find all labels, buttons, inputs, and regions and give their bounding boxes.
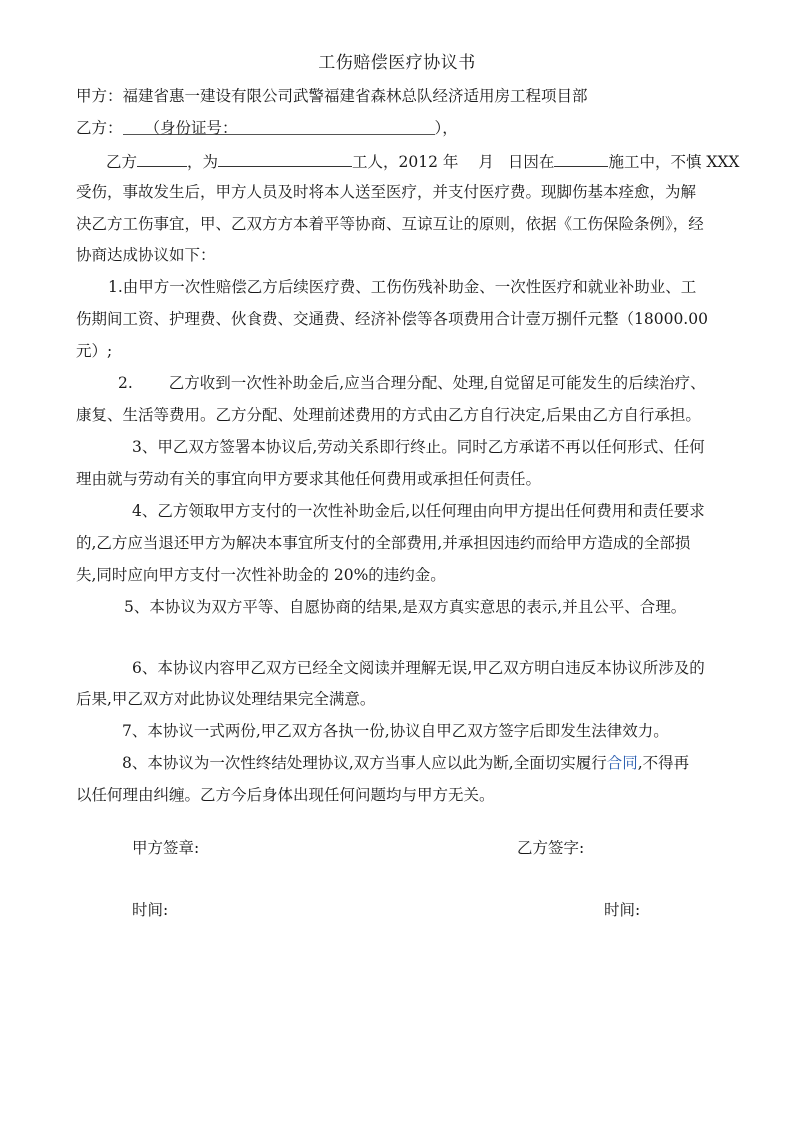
clause-5-line-1: 5、本协议为双方平等、自愿协商的结果,是双方真实意思的表示,并且公平、合理。 — [124, 598, 687, 616]
clause-2-line-2: 康复、生活等费用。乙方分配、处理前述费用的方式由乙方自行决定,后果由乙方自行承担。 — [76, 406, 701, 424]
party-b-id-field[interactable] — [123, 118, 435, 135]
intro-text: 日因在 — [507, 153, 555, 171]
clause-4-line-1: 4、乙方领取甲方支付的一次性补助金后,以任何理由向甲方提出任何费用和责任要求 — [132, 502, 705, 520]
clause-8-line-2: 以任何理由纠缠。乙方今后身体出现任何问题均与甲方无关。 — [76, 786, 495, 804]
clause-7-line-1: 7、本协议一式两份,甲乙双方各执一份,协议自甲乙双方签字后即发生法律效力。 — [122, 722, 669, 740]
clause-1-line-2: 伤期间工资、护理费、伙食费、交通费、经济补偿等各项费用合计壹万捌仟元整（18000.00 — [76, 310, 708, 328]
party-a-line — [76, 86, 726, 106]
clause-8-line-1 — [122, 753, 772, 773]
clause-1-line-3: 元）; — [76, 342, 113, 360]
party-a-value: 福建省惠一建设有限公司武警福建省森林总队经济适用房工程项目部 — [122, 87, 588, 105]
clause-8-text: ,不得再 — [637, 754, 690, 772]
job-type-blank[interactable] — [218, 150, 352, 167]
intro-text: 施工中，不慎 XXX — [608, 153, 740, 171]
clause-3-line-2: 理由就与劳动有关的事宜向甲方要求其他任何费用或承担任何责任。 — [76, 470, 542, 488]
intro-line-1 — [106, 150, 756, 172]
intro-line-3: 决乙方工伤事宜，甲、乙双方方本着平等协商、互谅互让的原则，依据《工伤保险条例》，经 — [76, 215, 704, 233]
clause-8-text: 8、本协议为一次性终结处理协议,双方当事人应以此为断,全面切实履行 — [122, 754, 607, 772]
clause-1-line-1: 1.由甲方一次性赔偿乙方后续医疗费、工伤伤残补助金、一次性医疗和就业补助业、工 — [108, 278, 697, 296]
contract-link[interactable]: 合同 — [606, 754, 638, 772]
clause-2-text: 乙方收到一次性补助金后,应当合理分配、处理,自觉留足可能发生的后续治疗、 — [168, 374, 706, 392]
party-a-signature-label: 甲方签章: — [132, 839, 200, 857]
party-b-name-blank[interactable] — [137, 150, 187, 167]
party-a-label: 甲方： — [76, 87, 123, 105]
intro-text: 月 — [478, 153, 494, 171]
clause-4-line-2: 的,乙方应当退还甲方为解决本事宜所支付的全部费用,并承担因违约而给甲方造成的全部损 — [76, 534, 691, 552]
intro-line-4: 协商达成协议如下： — [76, 246, 216, 264]
intro-line-2: 受伤，事故发生后，甲方人员及时将本人送至医疗，并支付医疗费。现脚伤基本痊愈，为解 — [76, 183, 697, 201]
intro-text: 工人，2012 年 — [352, 153, 459, 171]
clause-6-line-2: 后果,甲乙双方对此协议处理结果完全满意。 — [76, 690, 376, 708]
clause-2-number: 2. — [118, 374, 133, 392]
document-title: 工伤赔偿医疗协议书 — [318, 53, 476, 73]
intro-text: ，为 — [187, 153, 219, 171]
intro-text: 乙方 — [106, 153, 138, 171]
clause-2-line-1 — [118, 373, 768, 393]
party-b-signature-label: 乙方签字: — [517, 839, 585, 857]
party-b-id-close: ）， — [434, 119, 458, 137]
location-blank[interactable] — [554, 150, 608, 167]
id-number-label: （身份证号： — [144, 119, 238, 137]
party-b-line — [76, 118, 726, 138]
clause-3-line-1: 3、甲乙双方签署本协议后,劳动关系即行终止。同时乙方承诺不再以任何形式、任何 — [132, 438, 705, 456]
clause-4-line-3: 失,同时应向甲方支付一次性补助金的 20%的违约金。 — [76, 566, 446, 584]
party-b-time-label: 时间: — [604, 901, 641, 919]
party-a-time-label: 时间: — [132, 901, 169, 919]
clause-6-line-1: 6、本协议内容甲乙双方已经全文阅读并理解无误,甲乙双方明白违反本协议所涉及的 — [132, 659, 705, 677]
party-b-label: 乙方： — [76, 119, 123, 137]
